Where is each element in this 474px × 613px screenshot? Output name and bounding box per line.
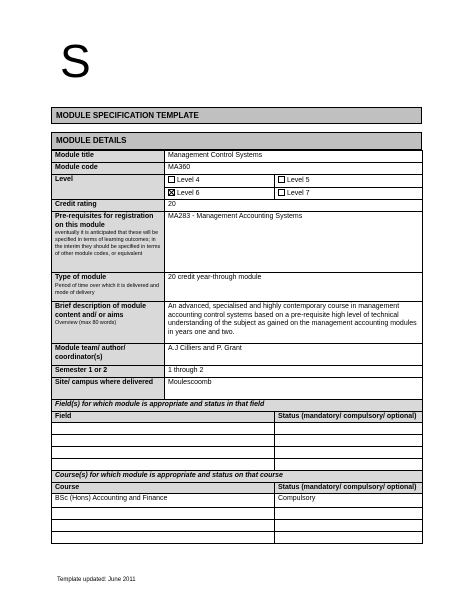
row-module-code	[52, 163, 423, 175]
table-row	[52, 447, 423, 459]
field-column-header: Field	[52, 411, 275, 423]
semester-value: 1 through 2	[165, 366, 423, 378]
prereq-note: eventually it is anticipated that these will be specified in terms of learning outcomes; in the interim they should be specified in terms of other module codes, or equivalent	[55, 230, 161, 257]
row-level-a	[52, 175, 423, 188]
course-name: BSc (Hons) Accounting and Finance	[52, 494, 275, 508]
courses-header-row	[52, 482, 423, 494]
prereq-label-cell	[52, 212, 165, 273]
level-4-option[interactable]: Level 4	[165, 175, 275, 188]
section-title: MODULE DETAILS	[51, 132, 422, 150]
course-status: Compulsory	[275, 494, 423, 508]
type-note: Period of time over which it is delivered and mode of delivery	[55, 282, 159, 296]
module-details-table	[51, 150, 423, 544]
table-row	[52, 459, 423, 471]
table-row	[52, 435, 423, 447]
module-title-value: Management Control Systems	[165, 151, 423, 163]
type-label: Type of module	[55, 274, 107, 281]
template-title: MODULE SPECIFICATION TEMPLATE	[51, 107, 422, 124]
university-logo: S	[60, 35, 91, 87]
template-updated-footer: Template updated: June 2011	[57, 577, 136, 583]
prereq-label: Pre-requisites for registration on this module	[55, 213, 154, 229]
course-column-header: Course	[52, 482, 275, 494]
field-status-column-header: Status (mandatory/ compulsory/ optional)	[275, 411, 423, 423]
team-value: A.J Cilliers and P. Grant	[165, 344, 423, 366]
brief-label: Brief description of module content and/ or aims	[55, 303, 147, 319]
team-label: Module team/ author/ coordinator(s)	[52, 344, 165, 366]
table-row	[52, 520, 423, 532]
level-6-option[interactable]: Level 6	[165, 187, 275, 200]
table-row	[52, 532, 423, 544]
semester-label: Semester 1 or 2	[52, 366, 165, 378]
module-code-label: Module code	[52, 163, 165, 175]
courses-heading: Course(s) for which module is appropriate and status on that course	[52, 471, 423, 483]
checkbox-icon[interactable]	[278, 176, 285, 183]
row-credit	[52, 200, 423, 212]
type-value: 20 credit year-through module	[165, 273, 423, 302]
level-label: Level	[52, 175, 165, 200]
brief-value: An advanced, specialised and highly contemporary course in management accounting control systems based on a pre-requisite high level of technical understanding of the subject as gained on the management accounting modules in years one and two.	[165, 302, 423, 344]
row-module-title	[52, 151, 423, 163]
courses-heading-row	[52, 471, 423, 483]
module-title-label: Module title	[52, 151, 165, 163]
fields-heading-row	[52, 400, 423, 412]
module-code-value: MA360	[165, 163, 423, 175]
course-status-column-header: Status (mandatory/ compulsory/ optional)	[275, 482, 423, 494]
site-value: Moulescoomb	[165, 378, 423, 400]
table-row	[52, 494, 423, 508]
brief-note: Overview (max 80 words)	[55, 320, 117, 326]
row-semester	[52, 366, 423, 378]
checked-checkbox-icon[interactable]	[168, 189, 175, 196]
checkbox-icon[interactable]	[168, 176, 175, 183]
brief-label-cell	[52, 302, 165, 344]
checkbox-icon[interactable]	[278, 189, 285, 196]
table-row	[52, 508, 423, 520]
prereq-value: MA283 - Management Accounting Systems	[165, 212, 423, 273]
row-site	[52, 378, 423, 400]
fields-heading: Field(s) for which module is appropriate and status in that field	[52, 400, 423, 412]
credit-label: Credit rating	[52, 200, 165, 212]
row-prereq	[52, 212, 423, 273]
credit-value: 20	[165, 200, 423, 212]
table-row	[52, 423, 423, 435]
row-team	[52, 344, 423, 366]
type-label-cell	[52, 273, 165, 302]
site-label: Site/ campus where delivered	[52, 378, 165, 400]
level-5-option[interactable]: Level 5	[275, 175, 423, 188]
level-7-option[interactable]: Level 7	[275, 187, 423, 200]
fields-header-row	[52, 411, 423, 423]
row-type	[52, 273, 423, 302]
row-brief	[52, 302, 423, 344]
